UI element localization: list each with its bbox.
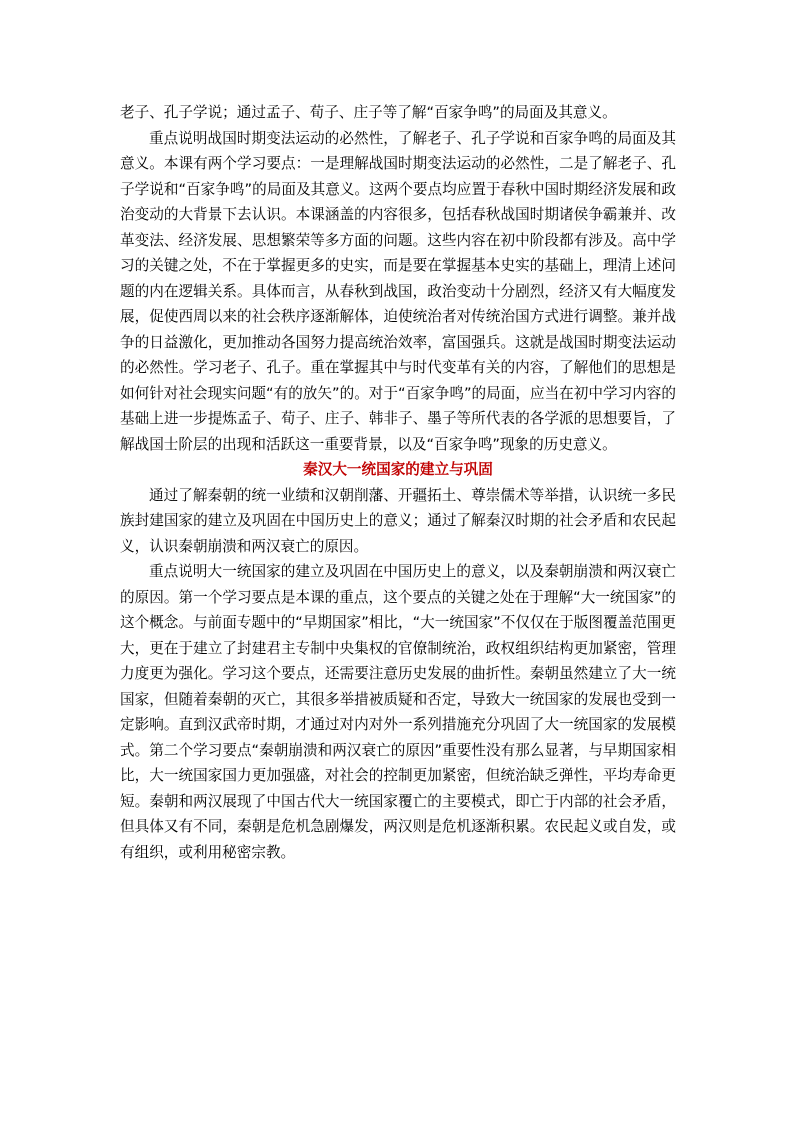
paragraph-learning-goals-qin-han: 通过了解秦朝的统一业绩和汉朝削藩、开疆拓土、尊崇儒术等举措，认识统一多民族封建国家的建立及巩固在中国历史上的意义；通过了解秦汉时期的社会矛盾和农民起义，认识秦朝崩溃和两汉衰亡的原因。: [120, 486, 676, 555]
document-body: [120, 100, 676, 865]
section-heading: 秦汉大一统国家的建立与巩固: [303, 461, 493, 478]
paragraph-continuation: 老子、孔子学说；通过孟子、荀子、庄子等了解“百家争鸣”的局面及其意义。: [120, 104, 617, 121]
paragraph-key-points-qin-han: 重点说明大一统国家的建立及巩固在中国历史上的意义，以及秦朝崩溃和两汉衰亡的原因。第一个学习要点是本课的重点，这个要点的关键之处在于理解“大一统国家”的这个概念。与前面专题中的“早期国家”相比，“大一统国家”不仅仅在于版图覆盖范围更大，更在于建立了封建君主专制中央集权的官僚制统治，政权组织结构更加紧密，管理力度更为强化。学习这个要点，还需要注意历史发展的曲折性。秦朝虽然建立了大一统国家，但随着秦朝的灭亡，其很多举措被质疑和否定，导致大一统国家的发展也受到一定影响。直到汉武帝时期，才通过对内对外一系列措施充分巩固了大一统国家的发展模式。第二个学习要点“秦朝崩溃和两汉衰亡的原因”重要性没有那么显著，与早期国家相比，大一统国家国力更加强盛，对社会的控制更加紧密，但统治缺乏弹性，平均寿命更短。秦朝和两汉展现了中国古代大一统国家覆亡的主要模式，即亡于内部的社会矛盾，但具体又有不同，秦朝是危机急剧爆发，两汉则是危机逐渐积累。农民起义或自发，或有组织，或利用秘密宗教。: [120, 563, 676, 861]
paragraph-key-points-warring-states: 重点说明战国时期变法运动的必然性，了解老子、孔子学说和百家争鸣的局面及其意义。本课有两个学习要点：一是理解战国时期变法运动的必然性，二是了解老子、孔子学说和“百家争鸣”的局面及其意义。这两个要点均应置于春秋中国时期经济发展和政治变动的大背景下去认识。本课涵盖的内容很多，包括春秋战国时期诸侯争霸兼并、改革变法、经济发展、思想繁荣等多方面的问题。这些内容在初中阶段都有涉及。高中学习的关键之处，不在于掌握更多的史实，而是要在掌握基本史实的基础上，理清上述问题的内在逻辑关系。具体而言，从春秋到战国，政治变动十分剧烈，经济又有大幅度发展，促使西周以来的社会秩序逐渐解体，迫使统治者对传统治国方式进行调整。兼并战争的日益激化，更加推动各国努力提高统治效率，富国强兵。这就是战国时期变法运动的必然性。学习老子、孔子。重在掌握其中与时代变革有关的内容，了解他们的思想是如何针对社会现实问题“有的放矢”的。对于“百家争鸣”的局面，应当在初中学习内容的基础上进一步提炼孟子、荀子、庄子、韩非子、墨子等所代表的各学派的思想要旨，了解战国士阶层的出现和活跃这一重要背景，以及“百家争鸣”现象的历史意义。: [120, 129, 676, 453]
